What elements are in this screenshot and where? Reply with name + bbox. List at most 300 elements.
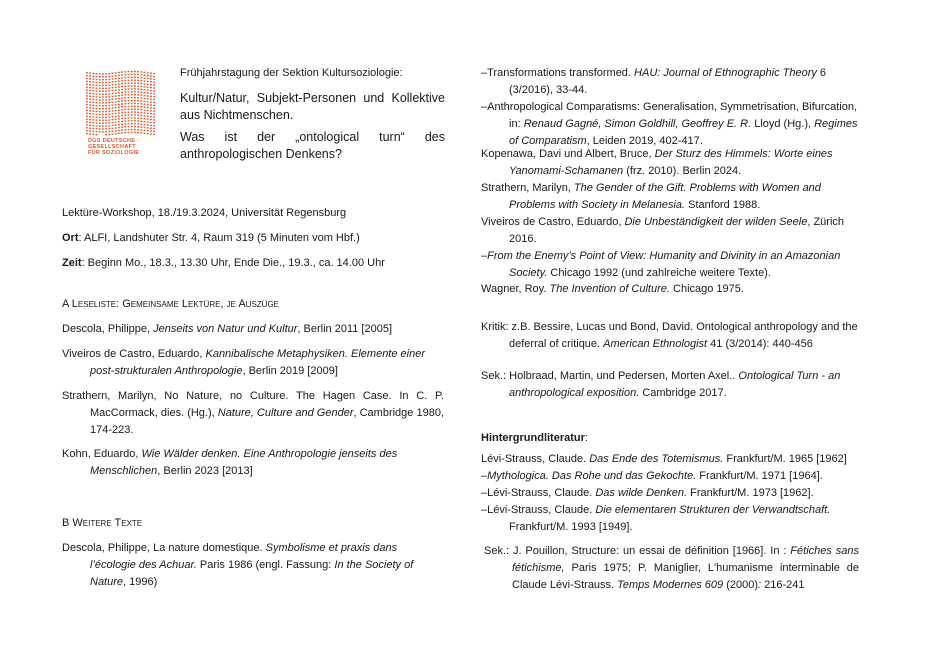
logo-dot — [99, 105, 101, 106]
logo-dot — [99, 94, 101, 95]
logo-dot — [150, 81, 152, 82]
logo-dot — [134, 94, 136, 95]
logo-dot — [86, 130, 88, 131]
logo-dot — [147, 116, 149, 117]
logo-dot — [89, 119, 91, 120]
reading-entry: –Lévi-Strauss, Claude. Das wilde Denken. Frankfurt/M. 1973 [1962]. — [481, 487, 814, 499]
logo-dot — [124, 109, 126, 110]
logo-dot — [108, 125, 110, 126]
logo-dot — [153, 111, 155, 112]
logo-dot — [121, 127, 123, 128]
logo-dot — [144, 83, 146, 84]
logo-dot — [144, 127, 146, 128]
logo-dot — [124, 115, 126, 116]
logo-dot — [137, 129, 139, 130]
logo-dot — [150, 78, 152, 79]
logo-dot — [96, 85, 98, 86]
logo-dot — [131, 100, 133, 101]
logo-dot — [89, 72, 91, 73]
logo-dot — [96, 131, 98, 132]
logo-dot — [147, 98, 149, 99]
logo-dot — [105, 131, 107, 132]
logo-dot — [147, 133, 149, 134]
logo-dot — [92, 93, 94, 94]
logo-dot — [118, 115, 120, 116]
logo-dot — [92, 113, 94, 114]
logo-dot — [92, 76, 94, 77]
sek-entry: Sek.: Holbraad, Martin, und Pedersen, Morten Axel.. Ontological Turn - an anthropological exposition. Cambridge 2017. — [481, 370, 841, 399]
logo-dot — [108, 119, 110, 120]
logo-dot — [134, 109, 136, 110]
logo-dot — [92, 87, 94, 88]
logo-dot — [105, 91, 107, 92]
reading-entry: –Transformations transformed. HAU: Journal of Ethnographic Theory 6 (3/2016), 33-44. — [481, 67, 827, 96]
logo-dot — [124, 112, 126, 113]
logo-dot — [102, 73, 104, 74]
logo-dot — [137, 120, 139, 121]
logo-dot — [112, 133, 114, 134]
logo-dot — [128, 97, 130, 98]
logo-dot — [140, 92, 142, 93]
logo-dot — [112, 73, 114, 74]
logo-dot — [131, 111, 133, 112]
logo-dot — [144, 92, 146, 93]
logo-dot — [112, 81, 114, 82]
logo-dot — [118, 81, 120, 82]
logo-dot — [89, 87, 91, 88]
logo-dot — [131, 129, 133, 130]
logo-dot — [118, 104, 120, 105]
logo-dot — [108, 122, 110, 123]
sek-entry: Sek.: J. Pouillon, Structure: un essai de définition [1966]. In : Fétiches sans fétichisme, Paris 1975; P. Maniglier, L'humanisme interminable de Claude Lévi-Strauss. Temps Modernes 609 (2000): 216-241 — [484, 545, 859, 591]
logo-dot — [99, 125, 101, 126]
logo-dot — [121, 74, 123, 75]
logo-dot — [134, 100, 136, 101]
logo-dot — [140, 95, 142, 96]
logo-dot — [92, 119, 94, 120]
logo-dot — [140, 121, 142, 122]
logo-dot — [118, 118, 120, 119]
logo-dot — [131, 97, 133, 98]
logo-dot — [99, 117, 101, 118]
logo-dot — [134, 132, 136, 133]
logo-dot — [144, 78, 146, 79]
logo-dot — [108, 99, 110, 100]
logo-dot — [108, 79, 110, 80]
logo-dot — [140, 89, 142, 90]
logo-dot — [124, 94, 126, 95]
logo-dot — [153, 128, 155, 129]
logo-dot — [118, 75, 120, 76]
logo-dot — [128, 114, 130, 115]
logo-dot — [118, 98, 120, 99]
reading-entry: Kohn, Eduardo, Wie Wälder denken. Eine Anthropologie jenseits des Menschlichen, Berlin 2023 [2013] — [62, 448, 398, 477]
logo-dot — [115, 81, 117, 82]
logo-dot — [137, 74, 139, 75]
logo-dot — [108, 102, 110, 103]
logo-dot — [134, 88, 136, 89]
logo-dot — [108, 82, 110, 83]
logo-dot — [115, 98, 117, 99]
logo-dot — [86, 75, 88, 76]
logo-dot — [121, 121, 123, 122]
logo-dot — [108, 114, 110, 115]
logo-dot — [96, 88, 98, 89]
logo-dot — [140, 86, 142, 87]
logo-dot — [86, 104, 88, 105]
logo-dot — [150, 128, 152, 129]
logo-dot — [102, 108, 104, 109]
logo-dot — [121, 83, 123, 84]
reading-entry: Viveiros de Castro, Eduardo, Die Unbeständigkeit der wilden Seele, Zürich 2016. — [481, 216, 845, 245]
logo-dot — [128, 77, 130, 78]
logo-dot — [86, 95, 88, 96]
logo-dot — [131, 120, 133, 121]
logo-dot — [108, 131, 110, 132]
logo-dot — [89, 93, 91, 94]
logo-dot — [118, 92, 120, 93]
reading-entry: –From the Enemy’s Point of View: Humanity and Divinity in an Amazonian Society. Chicago 1992 (und zahlreiche weitere Texte). — [481, 250, 841, 279]
logo-dot — [144, 89, 146, 90]
logo-dot — [134, 74, 136, 75]
logo-dot — [112, 107, 114, 108]
logo-dot — [99, 82, 101, 83]
logo-dot — [147, 78, 149, 79]
logo-dot — [112, 116, 114, 117]
logo-dot — [96, 119, 98, 120]
logo-dot — [134, 126, 136, 127]
logo-dot — [92, 110, 94, 111]
logo-dot — [128, 83, 130, 84]
logo-dot — [150, 130, 152, 131]
logo-dot — [144, 109, 146, 110]
logo-dot — [150, 104, 152, 105]
logo-dot — [86, 84, 88, 85]
logo-dot — [147, 121, 149, 122]
logo-dot — [124, 126, 126, 127]
logo-dot — [121, 86, 123, 87]
logo-dot — [115, 104, 117, 105]
logo-dot — [124, 132, 126, 133]
logo-dot — [115, 130, 117, 131]
logo-dot — [134, 97, 136, 98]
logo-dot — [92, 128, 94, 129]
logo-dot — [118, 78, 120, 79]
logo-dot — [86, 116, 88, 117]
logo-dot — [128, 109, 130, 110]
logo-dot — [105, 120, 107, 121]
logo-dot — [102, 131, 104, 132]
reading-entry: Kopenawa, Davi und Albert, Bruce, Der Sturz des Himmels: Worte eines Yanomami-Schamanen (frz. 2010). Berlin 2024. — [481, 148, 833, 177]
logo-dot — [112, 110, 114, 111]
logo-dot — [153, 105, 155, 106]
logo-dot — [92, 116, 94, 117]
logo-dot — [147, 104, 149, 105]
logo-dot — [121, 115, 123, 116]
logo-dot — [131, 91, 133, 92]
logo-dot — [153, 99, 155, 100]
logo-dot — [102, 111, 104, 112]
logo-dot — [134, 85, 136, 86]
logo-dot — [96, 105, 98, 106]
logo-dot — [153, 90, 155, 91]
logo-dot — [147, 107, 149, 108]
logo-dot — [124, 100, 126, 101]
logo-dot — [144, 80, 146, 81]
logo-dot — [102, 82, 104, 83]
logo-dot — [99, 85, 101, 86]
logo-dot — [92, 81, 94, 82]
logo-dot — [131, 77, 133, 78]
logo-dot — [147, 75, 149, 76]
logo-dot — [131, 80, 133, 81]
logo-dot — [86, 127, 88, 128]
logo-dot — [134, 82, 136, 83]
logo-dot — [86, 72, 88, 73]
logo-dot — [112, 90, 114, 91]
logo-dot — [150, 75, 152, 76]
logo-dot — [96, 108, 98, 109]
logo-dot — [150, 119, 152, 120]
logo-dot — [118, 133, 120, 134]
logo-dot — [150, 96, 152, 97]
logo-dot — [147, 72, 149, 73]
logo-dot — [112, 102, 114, 103]
logo-dot — [131, 123, 133, 124]
logo-dot — [153, 131, 155, 132]
logo-dot — [131, 132, 133, 133]
ort-line — [62, 230, 360, 247]
logo-dot — [150, 122, 152, 123]
logo-dot — [99, 108, 101, 109]
logo-dot — [124, 77, 126, 78]
logo-dot — [89, 101, 91, 102]
logo-dot — [92, 79, 94, 80]
logo-dot — [99, 114, 101, 115]
logo-dot — [124, 97, 126, 98]
logo-dot — [137, 86, 139, 87]
logo-dot — [144, 118, 146, 119]
logo-dot — [92, 108, 94, 109]
logo-dot — [140, 124, 142, 125]
logo-dot — [137, 80, 139, 81]
logo-dot — [128, 123, 130, 124]
logo-dot — [153, 113, 155, 114]
logo-dot — [89, 78, 91, 79]
logo-dot — [96, 134, 98, 135]
logo-dot — [121, 98, 123, 99]
logo-dot — [144, 86, 146, 87]
logo-dot — [102, 85, 104, 86]
logo-dot — [140, 77, 142, 78]
logo-dot — [96, 125, 98, 126]
logo-dot — [105, 105, 107, 106]
logo-dot — [115, 87, 117, 88]
logo-dot — [121, 112, 123, 113]
logo-dot — [147, 87, 149, 88]
logo-dot — [99, 73, 101, 74]
logo-dot — [134, 123, 136, 124]
logo-dot — [147, 92, 149, 93]
logo-dot — [140, 115, 142, 116]
logo-dot — [153, 125, 155, 126]
logo-dot — [131, 74, 133, 75]
logo-dot — [144, 107, 146, 108]
logo-dot — [89, 122, 91, 123]
zeit-label: Zeit — [62, 257, 82, 269]
logo-dot — [96, 111, 98, 112]
logo-dot — [144, 133, 146, 134]
logo-dot — [99, 120, 101, 121]
logo-dot — [140, 103, 142, 104]
workshop-line: Lektüre-Workshop, 18./19.3.2024, Universität Regensburg — [62, 207, 347, 219]
logo-dot — [89, 90, 91, 91]
logo-dot — [140, 100, 142, 101]
logo-dot — [86, 89, 88, 90]
logo-dot — [112, 96, 114, 97]
logo-dot — [147, 127, 149, 128]
logo-dot — [150, 101, 152, 102]
logo-dot — [112, 113, 114, 114]
logo-dot — [131, 85, 133, 86]
reading-entry: Viveiros de Castro, Eduardo, Kannibalische Metaphysiken. Elemente einer post-strukturalen Anthropologie, Berlin 2019 [2009] — [62, 348, 426, 377]
logo-dot — [150, 107, 152, 108]
logo-dot — [118, 101, 120, 102]
logo-dot — [131, 71, 133, 72]
logo-dot — [137, 71, 139, 72]
logo-dot — [121, 103, 123, 104]
section-b-heading: B Weitere Texte — [62, 517, 143, 529]
ort-label: Ort — [62, 232, 79, 244]
logo-dot — [96, 96, 98, 97]
logo-dot — [121, 109, 123, 110]
logo-dot — [115, 84, 117, 85]
logo-dot — [118, 95, 120, 96]
logo-dot — [96, 99, 98, 100]
logo-dot — [147, 113, 149, 114]
logo-dot — [99, 123, 101, 124]
logo-dot — [121, 80, 123, 81]
logo-dot — [89, 84, 91, 85]
logo-dot — [102, 117, 104, 118]
logo-dot — [86, 92, 88, 93]
logo-dot — [86, 87, 88, 88]
logo-dot — [128, 129, 130, 130]
logo-dot — [115, 75, 117, 76]
logo-dot — [128, 120, 130, 121]
logo-dot — [124, 71, 126, 72]
logo-dot — [134, 111, 136, 112]
logo-dot — [118, 121, 120, 122]
logo-dot — [128, 132, 130, 133]
logo-dot — [153, 102, 155, 103]
logo-dot — [115, 119, 117, 120]
logo-dot — [118, 86, 120, 87]
logo-dot — [128, 80, 130, 81]
logo-dot — [147, 130, 149, 131]
logo-dot — [150, 72, 152, 73]
logo-dot — [137, 115, 139, 116]
logo-dot — [112, 119, 114, 120]
logo-dot — [124, 91, 126, 92]
logo-dot — [134, 106, 136, 107]
logo-dot — [89, 128, 91, 129]
logo-dot — [153, 93, 155, 94]
logo-dot — [137, 117, 139, 118]
logo-dot — [150, 87, 152, 88]
logo-dot — [92, 90, 94, 91]
logo-dot — [134, 117, 136, 118]
logo-dot — [153, 84, 155, 85]
logo-dot — [108, 105, 110, 106]
logo-dot — [102, 99, 104, 100]
background-lit-heading: Hintergrundliteratur: — [481, 432, 588, 444]
logo-dot — [131, 103, 133, 104]
logo-dot — [96, 93, 98, 94]
logo-dot — [105, 93, 107, 94]
logo-dot — [144, 124, 146, 125]
logo-dot — [99, 111, 101, 112]
logo-dot — [112, 128, 114, 129]
logo-dot — [153, 73, 155, 74]
logo-dot — [115, 133, 117, 134]
logo-dot — [105, 102, 107, 103]
logo-dot — [131, 126, 133, 127]
logo-dot — [137, 123, 139, 124]
logo-dot — [108, 90, 110, 91]
logo-dot — [118, 124, 120, 125]
logo-dot — [140, 112, 142, 113]
logo-dot — [86, 118, 88, 119]
logo-dot — [105, 85, 107, 86]
logo-dot — [92, 125, 94, 126]
logo-dot — [124, 129, 126, 130]
logo-dot — [137, 106, 139, 107]
logo-dot — [140, 97, 142, 98]
logo-dot — [147, 124, 149, 125]
logo-dot — [128, 126, 130, 127]
logo-dot — [137, 103, 139, 104]
logo-dot — [121, 92, 123, 93]
logo-dot — [96, 122, 98, 123]
logo-dot — [105, 96, 107, 97]
logo-dot — [147, 119, 149, 120]
logo-dot — [108, 85, 110, 86]
logo-dot — [153, 82, 155, 83]
logo-dot — [124, 83, 126, 84]
logo-dot — [134, 114, 136, 115]
logo-dot — [89, 110, 91, 111]
kritik-entry: Kritik: z.B. Bessire, Lucas und Bond, David. Ontological anthropology and the deferral of critique. American Ethnologist 41 (3/2014): 440-456 — [481, 321, 858, 350]
logo-dot — [108, 87, 110, 88]
logo-dot — [115, 113, 117, 114]
logo-dot — [112, 104, 114, 105]
logo-dot — [131, 82, 133, 83]
logo-dot — [144, 130, 146, 131]
logo-dot — [92, 84, 94, 85]
logo-dot — [89, 113, 91, 114]
logo-dot — [105, 134, 107, 135]
logo-dot — [121, 95, 123, 96]
reading-entry: –Mythologica. Das Rohe und das Gekochte. Frankfurt/M. 1971 [1964]. — [481, 470, 823, 482]
reading-entry: Wagner, Roy. The Invention of Culture. Chicago 1975. — [481, 283, 744, 295]
logo-dot — [112, 125, 114, 126]
logo-dot — [140, 132, 142, 133]
logo-dot — [99, 76, 101, 77]
logo-dot — [99, 102, 101, 103]
logo-dot — [118, 72, 120, 73]
logo-dot — [96, 82, 98, 83]
